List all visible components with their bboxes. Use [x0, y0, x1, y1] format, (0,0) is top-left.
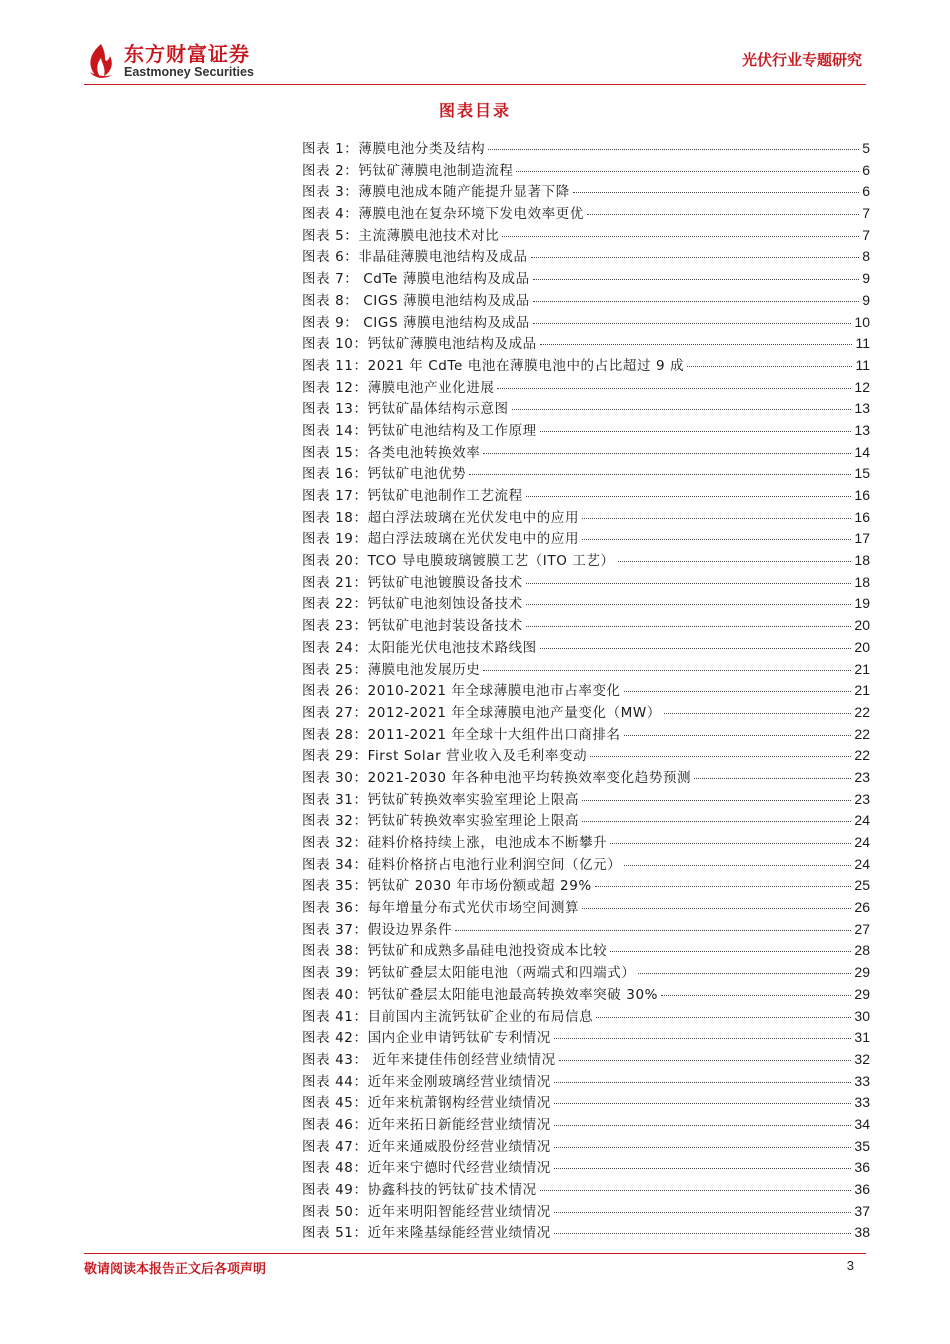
toc-entry[interactable] [302, 939, 870, 961]
toc-entry-page: 20 [854, 638, 870, 655]
toc-dot-leader [624, 735, 852, 736]
toc-entry-page: 13 [854, 400, 870, 417]
toc-entry[interactable] [302, 159, 870, 181]
toc-dot-leader [694, 778, 851, 779]
toc-dot-leader [455, 930, 851, 931]
toc-entry-page: 22 [854, 747, 870, 764]
toc-dot-leader [554, 1212, 852, 1213]
eastmoney-flame-icon [84, 42, 118, 80]
toc-entry-page: 6 [862, 161, 870, 178]
toc-entry-label: 图表 4：薄膜电池在复杂环境下发电效率更优 [302, 206, 584, 223]
toc-dot-leader [595, 886, 852, 887]
toc-dot-leader [573, 192, 859, 193]
toc-dot-leader [554, 1233, 852, 1234]
toc-entry-label: 图表 44：近年来金刚玻璃经营业绩情况 [302, 1073, 551, 1090]
toc-entry[interactable] [302, 1200, 870, 1222]
toc-entry-page: 17 [854, 530, 870, 547]
toc-dot-leader [488, 149, 859, 150]
toc-entry[interactable] [302, 224, 870, 246]
toc-dot-leader [661, 995, 851, 996]
toc-entry[interactable] [302, 484, 870, 506]
toc-entry[interactable] [302, 1091, 870, 1113]
toc-entry[interactable] [302, 701, 870, 723]
toc-entry-page: 10 [854, 313, 870, 330]
toc-entry-label: 图表 34：硅料价格挤占电池行业利润空间（亿元） [302, 856, 622, 873]
toc-entry-page: 11 [855, 356, 870, 373]
toc-entry-label: 图表 47：近年来通威股份经营业绩情况 [302, 1138, 551, 1155]
toc-entry[interactable] [302, 137, 870, 159]
toc-entry-label: 图表 17：钙钛矿电池制作工艺流程 [302, 488, 523, 504]
toc-entry-label: 图表 30：2021-2030 年各种电池平均转换效率变化趋势预测 [302, 769, 692, 786]
toc-entry-page: 28 [854, 942, 870, 959]
toc-dot-leader [554, 1103, 852, 1104]
toc-entry-page: 20 [854, 617, 870, 634]
toc-dot-leader [638, 973, 851, 974]
toc-entry-label: 图表 29：First Solar 营业收入及毛利率变动 [302, 748, 588, 765]
toc-entry[interactable] [302, 1178, 870, 1200]
toc-entry-label: 图表 35：钙钛矿 2030 年市场份额或超 29% [302, 878, 592, 895]
logo-english-name: Eastmoney Securities [124, 64, 254, 79]
toc-entry-label: 图表 32：钙钛矿转换效率实验室理论上限高 [302, 813, 580, 830]
toc-entry-label: 图表 50：近年来明阳智能经营业绩情况 [302, 1203, 551, 1220]
toc-dot-leader [483, 453, 851, 454]
toc-entry[interactable] [302, 679, 870, 701]
toc-entry-page: 29 [854, 964, 870, 981]
footer-divider [84, 1253, 866, 1254]
toc-entry[interactable] [302, 853, 870, 875]
toc-entry[interactable] [302, 527, 870, 549]
toc-dot-leader [582, 539, 851, 540]
toc-entry[interactable] [302, 441, 870, 463]
company-logo [84, 42, 254, 80]
page-number: 3 [846, 1258, 854, 1273]
toc-dot-leader [587, 214, 859, 215]
toc-entry[interactable] [302, 1135, 870, 1157]
toc-dot-leader [610, 843, 851, 844]
toc-entry-page: 38 [854, 1224, 870, 1241]
toc-entry-page: 7 [862, 226, 870, 243]
toc-entry-label: 图表 43： 近年来捷佳伟创经营业绩情况 [302, 1051, 556, 1068]
toc-entry-label: 图表 12：薄膜电池产业化进展 [302, 379, 495, 396]
toc-entry-page: 22 [854, 703, 870, 720]
toc-dot-leader [502, 236, 859, 237]
toc-entry-page: 33 [854, 1072, 870, 1089]
toc-entry-page: 37 [854, 1202, 870, 1219]
toc-entry[interactable] [302, 202, 870, 224]
toc-dot-leader [596, 1017, 851, 1018]
toc-dot-leader [526, 626, 852, 627]
toc-entry[interactable] [302, 592, 870, 614]
toc-dot-leader [554, 1082, 852, 1083]
toc-dot-leader [582, 821, 851, 822]
toc-dot-leader [554, 1038, 852, 1039]
toc-dot-leader [582, 800, 851, 801]
toc-dot-leader [533, 301, 859, 302]
toc-dot-leader [533, 279, 859, 280]
toc-dot-leader [516, 171, 859, 172]
toc-entry-label: 图表 28：2011-2021 年全球十大组件出口商排名 [302, 726, 621, 743]
toc-entry-label: 图表 49：协鑫科技的钙钛矿技术情况 [302, 1182, 537, 1198]
toc-entry-page: 14 [854, 443, 870, 460]
toc-dot-leader [497, 388, 851, 389]
toc-entry-page: 21 [854, 660, 870, 677]
toc-entry-page: 24 [854, 834, 870, 850]
toc-entry-label: 图表 3：薄膜电池成本随产能提升显著下降 [302, 184, 570, 201]
toc-entry[interactable] [302, 918, 870, 940]
toc-entry-label: 图表 13：钙钛矿晶体结构示意图 [302, 401, 509, 418]
toc-entry[interactable] [302, 332, 870, 354]
toc-entry-page: 36 [854, 1181, 870, 1197]
toc-entry[interactable] [302, 831, 870, 853]
toc-entry-page: 7 [862, 205, 870, 222]
toc-dot-leader [533, 323, 852, 324]
toc-dot-leader [554, 1125, 852, 1126]
toc-dot-leader [610, 951, 851, 952]
toc-entry-page: 5 [862, 140, 870, 156]
toc-entry-label: 图表 45：近年来杭萧钢构经营业绩情况 [302, 1095, 551, 1112]
toc-dot-leader [590, 756, 851, 757]
toc-entry-label: 图表 31：钙钛矿转换效率实验室理论上限高 [302, 791, 580, 808]
toc-dot-leader [540, 1190, 852, 1191]
toc-entry-page: 15 [854, 465, 870, 482]
toc-entry[interactable] [302, 289, 870, 311]
report-type-label: 光伏行业专题研究 [741, 51, 862, 69]
toc-entry-label: 图表 51：近年来隆基绿能经营业绩情况 [302, 1225, 551, 1242]
toc-entry-label: 图表 23：钙钛矿电池封装设备技术 [302, 618, 523, 635]
toc-entry-label: 图表 24：太阳能光伏电池技术路线图 [302, 639, 537, 656]
toc-entry-label: 图表 26：2010-2021 年全球薄膜电池市占率变化 [302, 683, 621, 700]
toc-entry-label: 图表 6：非晶硅薄膜电池结构及成品 [302, 249, 528, 266]
toc-entry-label: 图表 38：钙钛矿和成熟多晶硅电池投资成本比较 [302, 943, 608, 960]
toc-entry-page: 31 [854, 1029, 870, 1046]
toc-entry-label: 图表 22：钙钛矿电池刻蚀设备技术 [302, 596, 523, 613]
toc-entry-page: 12 [854, 378, 870, 395]
toc-dot-leader [559, 1060, 852, 1061]
toc-entry-label: 图表 32：硅料价格持续上涨，电池成本不断攀升 [302, 835, 608, 851]
toc-entry[interactable] [302, 549, 870, 571]
toc-entry[interactable] [302, 874, 870, 896]
toc-dot-leader [554, 1168, 852, 1169]
toc-dot-leader [664, 713, 851, 714]
toc-entry[interactable] [302, 354, 870, 376]
toc-entry-page: 27 [854, 920, 870, 937]
toc-entry[interactable] [302, 506, 870, 528]
toc-entry-label: 图表 7： CdTe 薄膜电池结构及成品 [302, 271, 530, 288]
toc-entry-label: 图表 42：国内企业申请钙钛矿专利情况 [302, 1030, 551, 1047]
toc-dot-leader [624, 865, 851, 866]
toc-entry-page: 25 [854, 877, 870, 894]
toc-entry[interactable] [302, 1156, 870, 1178]
toc-entry-page: 6 [862, 183, 870, 200]
toc-entry[interactable] [302, 636, 870, 658]
toc-entry-page: 32 [854, 1050, 870, 1067]
toc-entry[interactable] [302, 1221, 870, 1243]
toc-entry-label: 图表 9： CIGS 薄膜电池结构及成品 [302, 314, 530, 331]
toc-entry[interactable] [302, 267, 870, 289]
toc-entry[interactable] [302, 614, 870, 636]
toc-entry[interactable] [302, 571, 870, 593]
toc-dot-leader [540, 648, 852, 649]
toc-entry-page: 16 [854, 508, 870, 525]
toc-entry-page: 8 [862, 248, 870, 265]
toc-entry-label: 图表 20：TCO 导电膜玻璃镀膜工艺（ITO 工艺） [302, 553, 615, 570]
toc-entry-label: 图表 18：超白浮法玻璃在光伏发电中的应用 [302, 509, 580, 526]
toc-dot-leader [531, 257, 860, 258]
toc-entry[interactable] [302, 766, 870, 788]
toc-entry-label: 图表 15：各类电池转换效率 [302, 444, 481, 461]
toc-entry-label: 图表 10：钙钛矿薄膜电池结构及成品 [302, 336, 537, 353]
toc-entry-label: 图表 41：目前国内主流钙钛矿企业的布局信息 [302, 1008, 594, 1025]
toc-entry[interactable] [302, 1005, 870, 1027]
toc-entry-label: 图表 25：薄膜电池发展历史 [302, 661, 481, 678]
toc-entry-page: 18 [854, 552, 870, 569]
toc-entry-page: 19 [854, 595, 870, 612]
toc-entry-label: 图表 19：超白浮法玻璃在光伏发电中的应用 [302, 531, 580, 548]
toc-entry-page: 11 [855, 335, 870, 352]
toc-entry-page: 24 [854, 812, 870, 829]
page-header [0, 0, 950, 100]
toc-entry[interactable] [302, 462, 870, 484]
toc-entry[interactable] [302, 983, 870, 1005]
toc-entry-page: 9 [862, 291, 870, 308]
toc-entry[interactable] [302, 397, 870, 419]
toc-entry-label: 图表 2：钙钛矿薄膜电池制造流程 [302, 162, 514, 179]
toc-entry-page: 33 [854, 1094, 870, 1111]
toc-dot-leader [540, 431, 852, 432]
toc-entry[interactable] [302, 376, 870, 398]
logo-chinese-name: 东方财富证券 [124, 41, 250, 66]
toc-entry[interactable] [302, 788, 870, 810]
toc-entry-label: 图表 27：2012-2021 年全球薄膜电池产量变化（MW） [302, 704, 661, 721]
toc-entry[interactable] [302, 809, 870, 831]
toc-dot-leader [582, 518, 851, 519]
toc-entry-page: 24 [854, 855, 870, 872]
toc-dot-leader [483, 670, 851, 671]
toc-entry-page: 35 [854, 1137, 870, 1154]
toc-dot-leader [526, 583, 852, 584]
toc-entry-label: 图表 40：钙钛矿叠层太阳能电池最高转换效率突破 30% [302, 986, 659, 1003]
toc-entry-label: 图表 37：假设边界条件 [302, 921, 453, 938]
toc-entry-page: 16 [854, 487, 870, 503]
toc-entry-label: 图表 11：2021 年 CdTe 电池在薄膜电池中的占比超过 9 成 [302, 357, 685, 374]
toc-dot-leader [554, 1147, 852, 1148]
toc-entry-label: 图表 16：钙钛矿电池优势 [302, 466, 467, 483]
toc-dot-leader [618, 561, 852, 562]
toc-entry[interactable] [302, 658, 870, 680]
toc-dot-leader [540, 344, 853, 345]
toc-entry-page: 23 [854, 768, 870, 785]
toc-entry-page: 36 [854, 1159, 870, 1176]
footer-disclaimer: 敬请阅读本报告正文后各项声明 [84, 1262, 267, 1277]
toc-entry[interactable] [302, 896, 870, 918]
toc-dot-leader [469, 474, 851, 475]
toc-entry-label: 图表 1：薄膜电池分类及结构 [302, 141, 486, 157]
toc-dot-leader [687, 366, 852, 367]
toc-entry[interactable] [302, 744, 870, 766]
toc-entry-label: 图表 46：近年来拓日新能经营业绩情况 [302, 1116, 551, 1133]
toc-entry[interactable] [302, 1113, 870, 1135]
toc-entry[interactable] [302, 1070, 870, 1092]
toc-entry-page: 26 [854, 899, 870, 916]
toc-dot-leader [624, 691, 852, 692]
toc-entry-page: 18 [854, 573, 870, 590]
toc-entry-page: 30 [854, 1007, 870, 1024]
toc-entry[interactable] [302, 961, 870, 983]
toc-entry[interactable] [302, 419, 870, 441]
toc-entry-label: 图表 39：钙钛矿叠层太阳能电池（两端式和四端式） [302, 965, 636, 982]
toc-entry[interactable] [302, 1026, 870, 1048]
toc-entry[interactable] [302, 311, 870, 333]
toc-entry-page: 21 [854, 682, 870, 699]
toc-entry-label: 图表 36：每年增量分布式光伏市场空间测算 [302, 900, 580, 917]
toc-entry-page: 9 [862, 270, 870, 287]
toc-dot-leader [582, 908, 851, 909]
toc-dot-leader [526, 604, 852, 605]
header-divider [84, 84, 866, 85]
toc-entry[interactable] [302, 180, 870, 202]
toc-entry-page: 29 [854, 985, 870, 1002]
toc-entry-page: 34 [854, 1115, 870, 1132]
toc-list [302, 137, 870, 1243]
toc-entry-label: 图表 14：钙钛矿电池结构及工作原理 [302, 422, 537, 439]
toc-entry-label: 图表 8： CIGS 薄膜电池结构及成品 [302, 292, 530, 309]
toc-title: 图表目录 [438, 101, 511, 120]
toc-dot-leader [526, 496, 852, 497]
toc-entry-label: 图表 5：主流薄膜电池技术对比 [302, 227, 500, 244]
toc-entry-label: 图表 21：钙钛矿电池镀膜设备技术 [302, 574, 523, 591]
toc-entry[interactable] [302, 245, 870, 267]
toc-entry-page: 13 [854, 421, 870, 438]
toc-entry-page: 23 [854, 790, 870, 807]
toc-entry-page: 22 [854, 725, 870, 742]
toc-entry[interactable] [302, 723, 870, 745]
toc-dot-leader [512, 409, 852, 410]
toc-entry-label: 图表 48：近年来宁德时代经营业绩情况 [302, 1160, 551, 1177]
toc-entry[interactable] [302, 1048, 870, 1070]
